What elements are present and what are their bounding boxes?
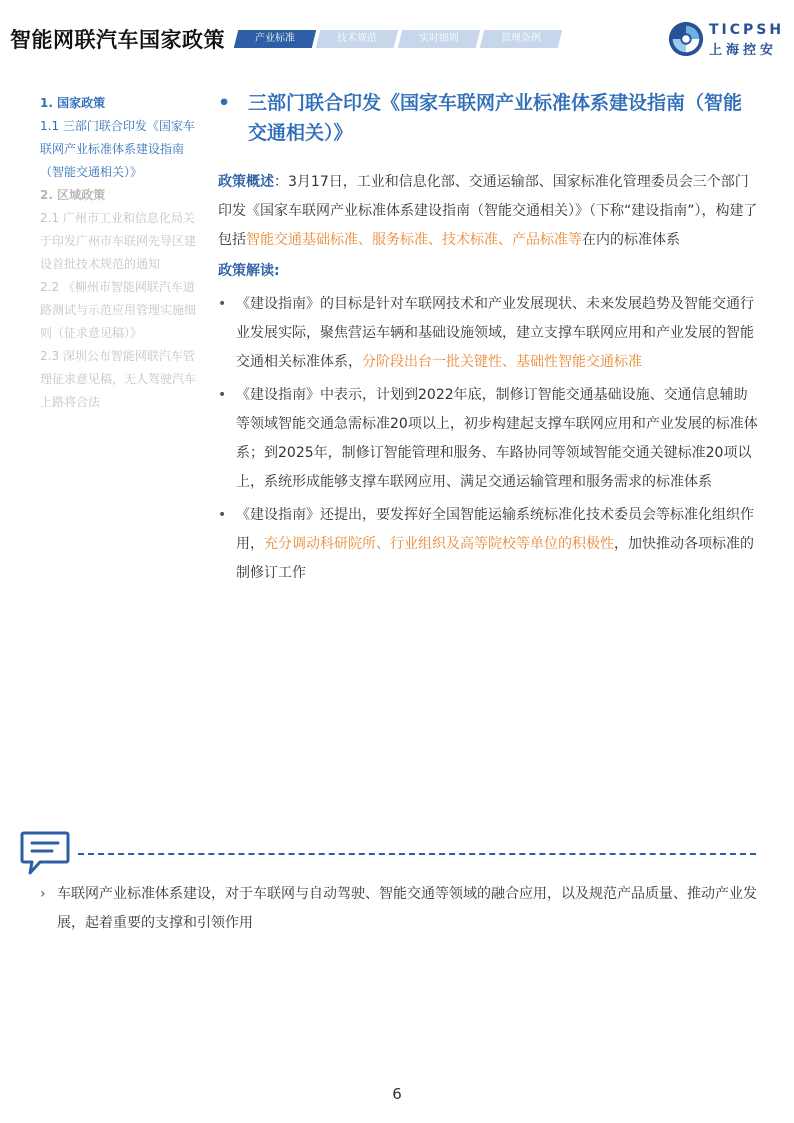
bullet-dot: • [218,296,227,312]
toc-national-policy[interactable]: 1. 国家政策 [40,96,106,110]
interpretation-title [218,257,758,286]
bullet-tail: ，加快推动各项标准的制修订工作 [236,536,754,581]
interpretation-colon: : [274,263,280,279]
logo-text-en: TICPSH [709,22,785,38]
overview-text-1: 3月17日，工业和信息化部、交通运输部、国家标准化管理委员会三个部门印发《国家车联网产业标准体系建设指南（智能交通相关）》（下称“建设指南”），构建了包括 [218,174,758,248]
bullet-dot: • [218,507,227,523]
toc-item-2-1[interactable]: 2.1 广州市工业和信息化局关于印发广州市车联网先导区建设首批技术规范的通知 [40,211,197,271]
overview-colon: ： [274,174,288,190]
bullet-dot: • [218,387,227,403]
bullet-text: 《建设指南》的目标是针对车联网技术和产业发展现状、未来发展趋势及智能交通行业发展实际，聚焦营运车辆和基础设施领域，建立支撑车联网应用和产业发展的智能交通相关标准体系， [236,296,754,370]
toc-regional-policy[interactable]: 2. 区域政策 [40,188,106,202]
bullet-highlight: 分阶段出台一批关键性、基础性智能交通标准 [362,354,642,370]
list-item [218,290,758,377]
overview-highlight: 智能交通基础标准、服务标准、技术标准、产品标准等 [246,232,582,248]
bullet-text: 《建设指南》中表示，计划到2022年底，制修订智能交通基础设施、交通信息辅助等领域智能交通急需标准20项以上，初步构建起支撑车联网应用和产业发展的标准体系；到2025年，制修订智能管理和服务、车路协同等领域智能交通关键标准20项以上，系统形成能够支撑车联网应用、满足交通运输管理和服务需求的标准体系 [236,387,758,490]
category-tabs [236,30,560,48]
summary-text: 车联网产业标准体系建设，对于车联网与自动驾驶、智能交通等领域的融合应用，以及规范产品质量、推动产业发展，起着重要的支撑和引领作用 [57,886,757,931]
document-title: 智能网联汽车国家政策 [10,28,225,52]
logo-swirl-icon [667,20,705,58]
tab-technical-specs[interactable]: 技术规范 [316,30,398,48]
toc-item-1-1[interactable]: 1.1 三部门联合印发《国家车联网产业标准体系建设指南（智能交通相关）》 [40,119,195,179]
comment-icon [20,830,70,876]
table-of-contents [40,92,198,414]
section-heading [218,88,758,148]
bullet-text: 《建设指南》还提出，要发挥好全国智能运输系统标准化技术委员会等标准化组织作用， [236,507,754,552]
policy-overview [218,168,758,255]
toc-item-2-2[interactable]: 2.2 《柳州市智能网联汽车道路测试与示范应用管理实施细则（征求意见稿）》 [40,280,197,340]
bullet-highlight: 充分调动科研院所、行业组织及高等院校等单位的积极性 [264,536,614,552]
page-number: 6 [392,1085,402,1103]
interpretation-list [218,290,758,588]
note-divider [78,853,756,855]
tab-implementation-rules[interactable]: 实时细则 [398,30,480,48]
overview-text-2: 在内的标准体系 [582,232,680,248]
heading-bullet: • [218,92,231,114]
tab-industry-standards[interactable]: 产业标准 [234,30,316,48]
logo-text-cn: 上海控安 [709,43,778,58]
overview-label: 政策概述 [218,174,274,190]
summary-note [40,880,777,938]
toc-item-2-3[interactable]: 2.3 深圳公布智能网联汽车管理征求意见稿，无人驾驶汽车上路将合法 [40,349,197,409]
heading-text: 三部门联合印发《国家车联网产业标准体系建设指南（智能交通相关）》 [248,92,743,144]
company-logo [667,20,787,60]
list-item [218,501,758,588]
interpretation-label: 政策解读 [218,263,274,279]
main-content [218,88,758,592]
tab-regulations[interactable]: 管理条例 [480,30,562,48]
list-item [218,381,758,497]
chevron-right-icon: › [40,886,46,902]
